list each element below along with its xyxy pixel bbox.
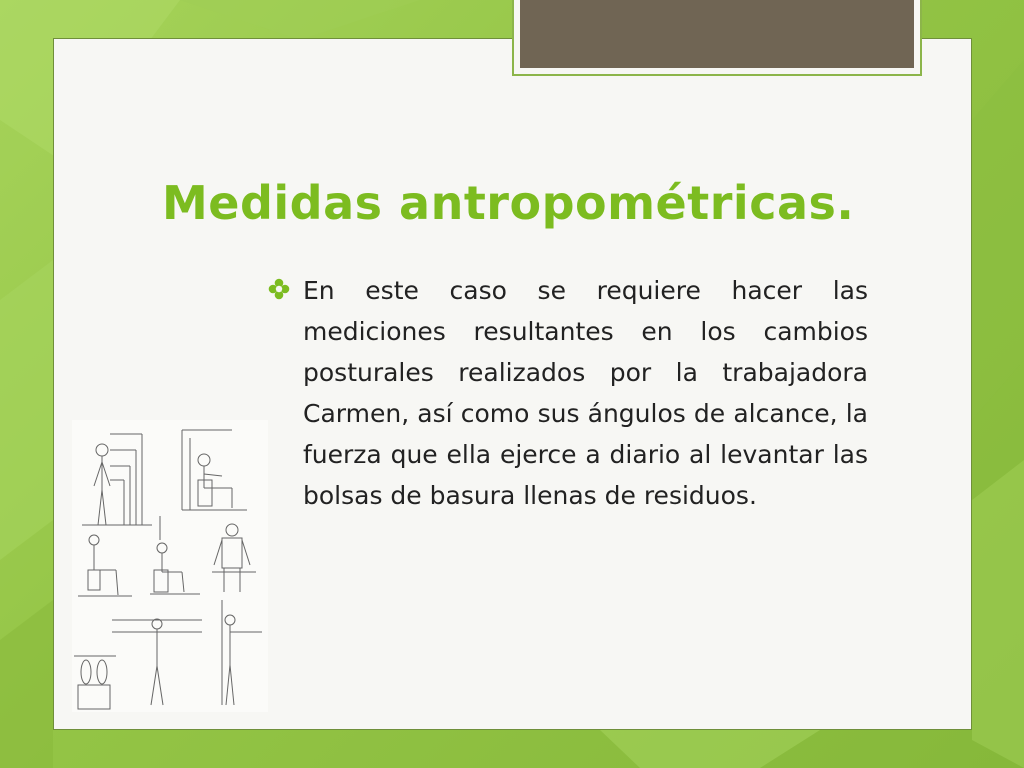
anthropometric-measurements-illustration [72,420,268,712]
flower-bullet-icon [268,278,290,300]
bullet-text: En este caso se requiere hacer las mediciones resultantes en los cambios posturales realizados por la trabajadora Carmen, así como sus ángulos de alcance, la fuerza que ella ejerce a diario al levantar las bolsas de basura llenas de residuos. [303,276,868,510]
header-tab [520,0,914,68]
slide-title: Medidas antropométricas. [162,176,855,230]
